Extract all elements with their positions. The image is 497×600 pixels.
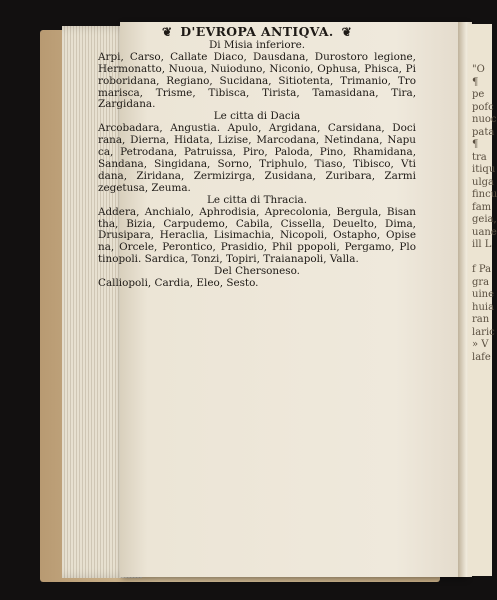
right-page-text: "O ¶ pe pofc nuoc pata ¶ tra itiqu ulga fincu fam geia, uane ill L f Pa gra uine huia ran laric » V lafe <box>472 64 497 363</box>
section-text: Arcobadara, Angustia. Apulo, Argidana, Carsidana, Doci rana, Dierna, Hidata, Lizise, Marcodana, Netindana, Napu ca, Petrodana, Patruissa, Piro, Paloda, Pino, Rhamidana, Sandana, Singidana, Sorno, Triphulo, Tiaso, Tibisco, Vti dana, Ziridana, Zermizirga, Zusidana, Zuribara, Zarmi zegetusa, Zeuma. <box>98 122 416 194</box>
right-page-fragment <box>468 24 497 576</box>
section-text: Addera, Anchialo, Aphrodisia, Aprecolonia, Bergula, Bisan tha, Bizia, Carpudemo, Cabila, Cissella, Deuelto, Dima, Drusipara, Heraclia, Lisimachia, Nicopoli, Ostapho, Opise na, Orcele, Perontico, Prasidio, Phil ppopoli, Pergamo, Plo tinopoli. Sardica, Tonzi, Topiri, Traianapoli, Valla. <box>98 205 416 266</box>
running-head-title: D'EVROPA ANTIQVA. <box>180 24 334 39</box>
section-heading: Del Chersoneso. <box>213 265 300 278</box>
page-text <box>98 26 416 290</box>
section-heading: Le citta di Thracia. <box>206 193 308 206</box>
section-text: Arpi, Carso, Callate Diaco, Dausdana, Durostoro legione, Hermonatto, Nuoua, Nuioduno, Niconio, Ophusa, Phisca, Pi roboridana, Regiano, Sucidana, Sitiotenta, Trimanio, Tro marisca, Trisme, Tibisca, Tirista, Tamasidana, Tira, Zargidana. <box>98 50 416 111</box>
fleuron-right-icon: ❦ <box>341 25 353 39</box>
section-heading: Di Misia inferiore. <box>208 38 306 51</box>
fleuron-left-icon: ❦ <box>161 25 173 39</box>
section-heading: Le citta di Dacia <box>213 110 301 123</box>
section-text: Calliopoli, Cardia, Eleo, Sesto. <box>98 277 259 290</box>
running-head <box>98 26 416 39</box>
